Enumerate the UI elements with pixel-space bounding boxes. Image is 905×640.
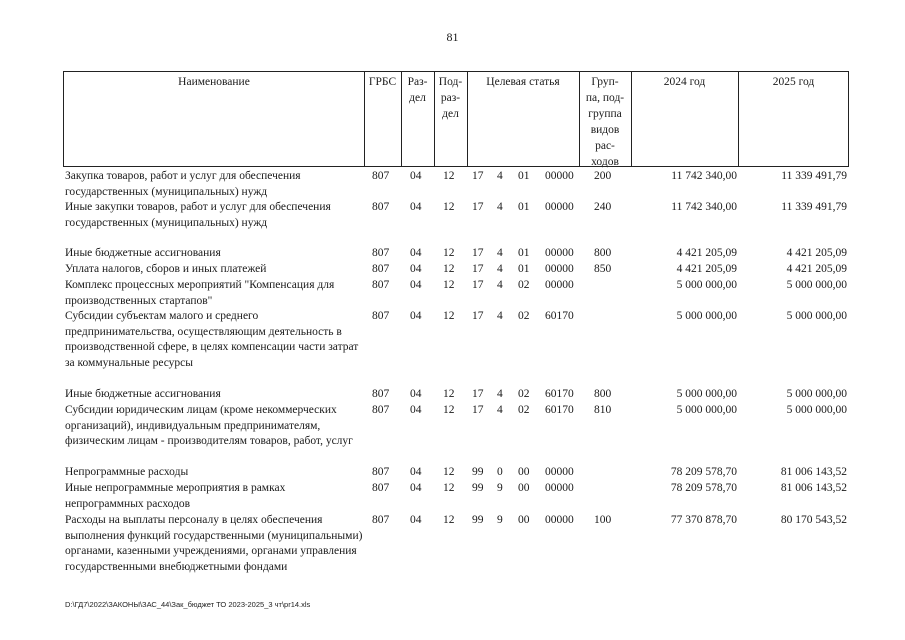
cell-target-4: 00000 <box>545 263 574 275</box>
cell-target-1: 17 <box>472 279 484 291</box>
cell-group: 240 <box>594 201 612 213</box>
header-razdel: Раз- дел <box>407 76 428 104</box>
row-name: Иные непрограммные мероприятия в рамках непрограммных расходов <box>65 482 286 510</box>
cell-2024: 77 370 878,70 <box>670 514 737 526</box>
cell-grbs: 807 <box>372 404 390 416</box>
cell-podrazdel: 12 <box>443 279 455 291</box>
cell-target-4: 60170 <box>545 388 574 400</box>
cell-target-4: 00000 <box>545 279 574 291</box>
cell-target-3: 00 <box>518 466 530 478</box>
page-number: 81 <box>446 30 459 44</box>
row-name: Комплекс процессных мероприятий "Компенсация для производственных стартапов" <box>65 279 335 307</box>
cell-group: 200 <box>594 170 612 182</box>
cell-2024: 5 000 000,00 <box>676 388 737 400</box>
cell-grbs: 807 <box>372 247 390 259</box>
cell-grbs: 807 <box>372 388 390 400</box>
cell-grbs: 807 <box>372 201 390 213</box>
cell-razdel: 04 <box>410 514 422 526</box>
cell-target-3: 02 <box>518 404 530 416</box>
cell-target-2: 4 <box>497 201 503 213</box>
cell-2025: 4 421 205,09 <box>786 263 847 275</box>
cell-target-1: 99 <box>472 514 484 526</box>
file-path: D:\ГД7\2022\ЗАКОНЫ\ЗАС_44\Зак_бюджет ТО 2023-2025_3 чт\pr14.xls <box>65 600 311 609</box>
cell-target-2: 4 <box>497 170 503 182</box>
row-name: Закупка товаров, работ и услуг для обеспечения государственных (муниципальных) нужд <box>65 170 301 198</box>
cell-2024: 11 742 340,00 <box>671 201 737 213</box>
cell-podrazdel: 12 <box>443 263 455 275</box>
cell-razdel: 04 <box>410 310 422 322</box>
cell-razdel: 04 <box>410 466 422 478</box>
cell-target-1: 99 <box>472 482 484 494</box>
header-target: Целевая статья <box>486 76 560 88</box>
cell-2025: 80 170 543,52 <box>780 514 847 526</box>
cell-target-3: 00 <box>518 514 530 526</box>
header-name: Наименование <box>178 76 250 88</box>
cell-razdel: 04 <box>410 201 422 213</box>
cell-target-4: 00000 <box>545 201 574 213</box>
row-name: Непрограммные расходы <box>65 466 189 478</box>
cell-razdel: 04 <box>410 247 422 259</box>
cell-group: 100 <box>594 514 612 526</box>
cell-target-4: 60170 <box>545 404 574 416</box>
row-name: Субсидии субъектам малого и среднего предпринимательства, осуществляющим деятельность в производственной сфере, в целях компенсации части затрат за коммунальные ресурсы <box>65 310 359 369</box>
cell-podrazdel: 12 <box>443 466 455 478</box>
cell-podrazdel: 12 <box>443 404 455 416</box>
cell-group: 850 <box>594 263 612 275</box>
header-podrazdel: Под- раз- дел <box>438 76 463 120</box>
row-name: Иные закупки товаров, работ и услуг для обеспечения государственных (муниципальных) нужд <box>65 201 331 229</box>
cell-target-2: 9 <box>497 482 503 494</box>
header-group: Груп- па, под- группа видов рас- ходов <box>585 76 625 168</box>
cell-target-2: 0 <box>497 466 503 478</box>
cell-target-2: 4 <box>497 263 503 275</box>
cell-target-3: 02 <box>518 388 530 400</box>
cell-2025: 81 006 143,52 <box>780 482 847 494</box>
cell-grbs: 807 <box>372 170 390 182</box>
cell-target-1: 17 <box>472 170 484 182</box>
cell-podrazdel: 12 <box>443 388 455 400</box>
cell-2024: 4 421 205,09 <box>676 263 737 275</box>
cell-2025: 5 000 000,00 <box>786 388 847 400</box>
cell-target-2: 4 <box>497 310 503 322</box>
cell-podrazdel: 12 <box>443 247 455 259</box>
cell-target-2: 4 <box>497 247 503 259</box>
cell-target-3: 02 <box>518 279 530 291</box>
cell-razdel: 04 <box>410 170 422 182</box>
cell-target-1: 17 <box>472 310 484 322</box>
cell-razdel: 04 <box>410 482 422 494</box>
cell-target-3: 00 <box>518 482 530 494</box>
cell-2025: 4 421 205,09 <box>786 247 847 259</box>
row-name: Субсидии юридическим лицам (кроме некоммерческих организаций), индивидуальным предпринимателям, физическим лицам - производителям товаров, работ, услуг <box>65 404 353 447</box>
cell-2025: 11 339 491,79 <box>781 170 847 182</box>
cell-target-2: 4 <box>497 279 503 291</box>
cell-target-1: 17 <box>472 201 484 213</box>
cell-2025: 5 000 000,00 <box>786 310 847 322</box>
cell-grbs: 807 <box>372 514 390 526</box>
cell-2024: 5 000 000,00 <box>676 310 737 322</box>
cell-target-3: 01 <box>518 247 530 259</box>
header-2024: 2024 год <box>663 76 706 88</box>
cell-group: 800 <box>594 388 612 400</box>
cell-2024: 4 421 205,09 <box>676 247 737 259</box>
cell-target-2: 4 <box>497 388 503 400</box>
cell-target-4: 00000 <box>545 482 574 494</box>
cell-2024: 78 209 578,70 <box>670 466 737 478</box>
cell-target-1: 17 <box>472 247 484 259</box>
cell-target-4: 00000 <box>545 466 574 478</box>
cell-2025: 5 000 000,00 <box>786 279 847 291</box>
cell-2024: 5 000 000,00 <box>676 279 737 291</box>
cell-grbs: 807 <box>372 263 390 275</box>
cell-grbs: 807 <box>372 482 390 494</box>
cell-target-4: 60170 <box>545 310 574 322</box>
row-name: Уплата налогов, сборов и иных платежей <box>65 263 267 275</box>
row-name: Иные бюджетные ассигнования <box>65 388 221 400</box>
cell-2025: 81 006 143,52 <box>780 466 847 478</box>
cell-target-1: 99 <box>472 466 484 478</box>
cell-target-4: 00000 <box>545 514 574 526</box>
cell-razdel: 04 <box>410 388 422 400</box>
cell-2024: 5 000 000,00 <box>676 404 737 416</box>
cell-podrazdel: 12 <box>443 514 455 526</box>
cell-target-1: 17 <box>472 404 484 416</box>
cell-2024: 11 742 340,00 <box>671 170 737 182</box>
cell-podrazdel: 12 <box>443 482 455 494</box>
cell-target-2: 9 <box>497 514 503 526</box>
cell-razdel: 04 <box>410 404 422 416</box>
cell-target-2: 4 <box>497 404 503 416</box>
header-2025: 2025 год <box>772 76 815 88</box>
cell-grbs: 807 <box>372 466 390 478</box>
cell-target-3: 02 <box>518 310 530 322</box>
cell-group: 810 <box>594 404 612 416</box>
cell-grbs: 807 <box>372 310 390 322</box>
cell-podrazdel: 12 <box>443 310 455 322</box>
cell-target-1: 17 <box>472 263 484 275</box>
row-name: Иные бюджетные ассигнования <box>65 247 221 259</box>
cell-podrazdel: 12 <box>443 201 455 213</box>
row-name: Расходы на выплаты персоналу в целях обеспечения выполнения функций государственными (муниципальными) органами, казенными учреждениями, органами управления государственными внебюджетными фондами <box>65 514 363 573</box>
cell-group: 800 <box>594 247 612 259</box>
cell-razdel: 04 <box>410 279 422 291</box>
cell-target-1: 17 <box>472 388 484 400</box>
cell-target-3: 01 <box>518 263 530 275</box>
cell-podrazdel: 12 <box>443 170 455 182</box>
cell-razdel: 04 <box>410 263 422 275</box>
cell-target-3: 01 <box>518 170 530 182</box>
cell-2025: 11 339 491,79 <box>781 201 847 213</box>
cell-target-4: 00000 <box>545 247 574 259</box>
cell-target-3: 01 <box>518 201 530 213</box>
cell-2024: 78 209 578,70 <box>670 482 737 494</box>
cell-target-4: 00000 <box>545 170 574 182</box>
cell-grbs: 807 <box>372 279 390 291</box>
cell-2025: 5 000 000,00 <box>786 404 847 416</box>
header-grbs: ГРБС <box>368 76 397 88</box>
